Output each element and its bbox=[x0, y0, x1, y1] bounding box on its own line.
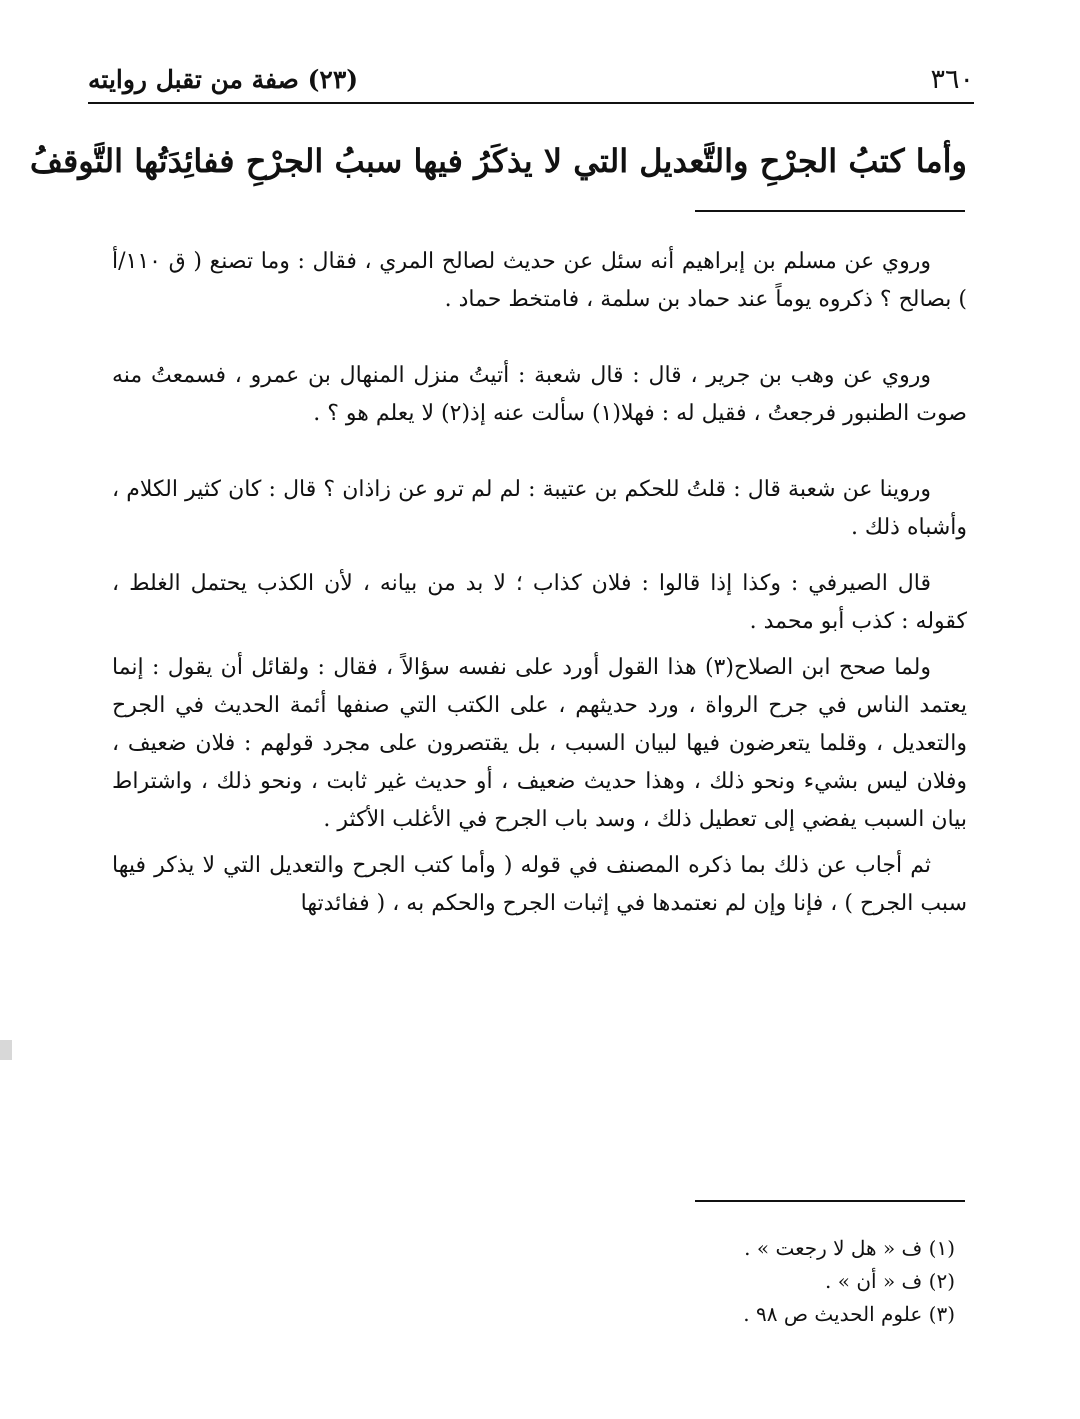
footnote-1: (١) ف « هل لا رجعت » . bbox=[744, 1236, 955, 1260]
paragraph-wahb-ibn-jarir: وروي عن وهب بن جرير ، قال : قال شعبة : أتيتُ منزل المنهال بن عمرو ، فسمعتُ منه صوت الطنبور فرجعتُ ، فقيل له : فهلا(١) سألت عنه إذ(٢) لا يعلم هو ؟ . bbox=[112, 363, 967, 426]
paragraph-shuba-hakam: وروينا عن شعبة قال : قلتُ للحكم بن عتيبة : لم لم ترو عن زاذان ؟ قال : كان كثير الكلام ، وأشباه ذلك . bbox=[112, 477, 967, 540]
matn-divider bbox=[695, 210, 965, 212]
commentary-body bbox=[112, 243, 967, 923]
paragraph-sayrafi: قال الصيرفي : وكذا إذا قالوا : فلان كذاب ؛ لا بد من بيانه ، لأن الكذب يحتمل الغلط ، كقوله : كذب أبو محمد . bbox=[112, 571, 967, 634]
paragraph-answer: ثم أجاب عن ذلك بما ذكره المصنف في قوله ( وأما كتب الجرح والتعديل التي لا يذكر فيها سبب الجرح ) ، فإنا وإن لم نعتمدها في إثبات الجرح والحكم به ، ( ففائدتها bbox=[112, 853, 967, 916]
page-number: ٣٦٠ bbox=[930, 64, 974, 95]
paragraph-ibn-salah-question: ولما صحح ابن الصلاح(٣) هذا القول أورد على نفسه سؤالاً ، فقال : ولقائل أن يقول : إنما يعتمد الناس في جرح الرواة ، ورد حديثهم ، على الكتب التي صنفها أئمة الحديث في الجرح والتعديل ، وقلما يتعرضون فيها لبيان السبب ، بل يقتصرون على مجرد قولهم : فلان ضعيف ، وفلان ليس بشيء ونحو ذلك ، وهذا حديث ضعيف ، أو حديث غير ثابت ، ونحو ذلك ، واشتراط بيان السبب يفضي إلى تعطيل ذلك ، وسد باب الجرح في الأغلب الأكثر . bbox=[112, 655, 967, 832]
footnotes bbox=[300, 1232, 955, 1331]
page-header bbox=[88, 62, 974, 104]
footnote-3: (٣) علوم الحديث ص ٩٨ . bbox=[743, 1302, 955, 1326]
footnote-divider bbox=[695, 1200, 965, 1202]
footnote-2: (٢) ف « أن » . bbox=[825, 1269, 955, 1293]
running-title: (٢٣) صفة من تقبل روايته bbox=[88, 65, 359, 94]
matn-heading: وأما كتبُ الجرْحِ والتَّعديل التي لا يذكَرُ فيها سببُ الجرْحِ ففائِدَتُها التَّوقفُ bbox=[29, 142, 967, 180]
scan-edge-mark bbox=[0, 1040, 12, 1060]
paragraph-muslim-ibn-ibrahim: وروي عن مسلم بن إبراهيم أنه سئل عن حديث لصالح المري ، فقال : وما تصنع ( ق ١١٠/أ ) بصالح ؟ ذكروه يوماً عند حماد بن سلمة ، فامتخط حماد . bbox=[112, 249, 967, 312]
